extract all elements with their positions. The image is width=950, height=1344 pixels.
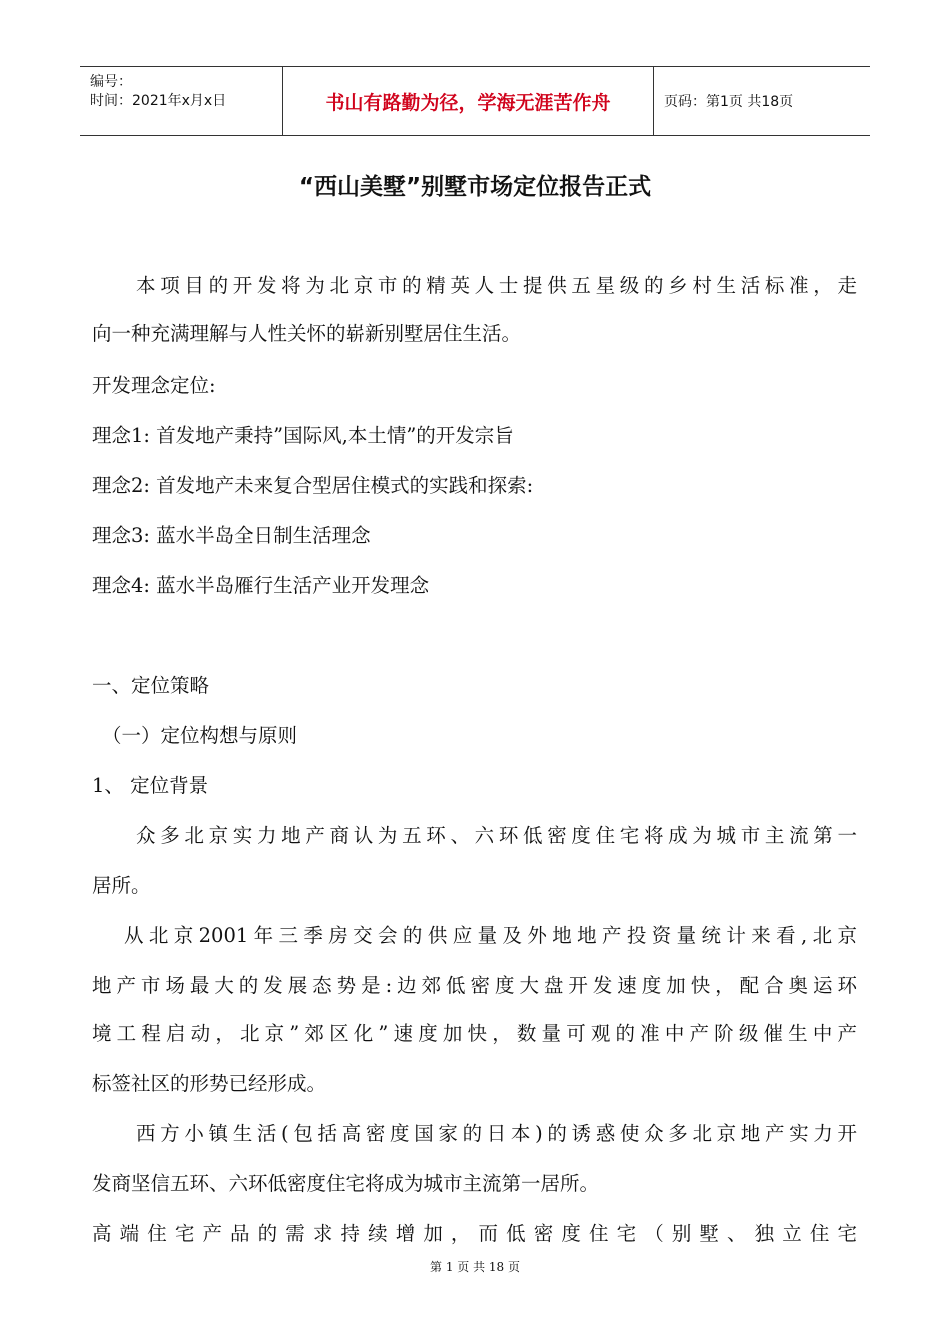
subsection-heading: （一）定位构想与原则 xyxy=(102,724,298,747)
paragraph-line: 标签社区的形势已经形成。 xyxy=(92,1072,327,1095)
paragraph-line: 地产市场最大的发展态势是:边郊低密度大盘开发速度加快，配合奥运环 xyxy=(92,974,857,997)
paragraph-line: 众多北京实力地产商认为五环、六环低密度住宅将成为城市主流第一 xyxy=(136,824,857,847)
concept-item: 理念4: 蓝水半岛雁行生活产业开发理念 xyxy=(92,574,430,597)
paragraph-line: 开发理念定位: xyxy=(92,374,216,397)
header-meta xyxy=(80,67,282,135)
paragraph-line: 发商坚信五环、六环低密度住宅将成为城市主流第一居所。 xyxy=(92,1172,600,1195)
page-footer: 第 1 页 共 18 页 xyxy=(430,1260,520,1274)
header-motto: 书山有路勤为径，学海无涯苦作舟 xyxy=(282,67,654,135)
paragraph-line: 境工程启动，北京”郊区化”速度加快，数量可观的准中产阶级催生中产 xyxy=(92,1022,857,1045)
concept-item: 理念2: 首发地产未来复合型居住模式的实践和探索: xyxy=(92,474,534,497)
paragraph-line: 从北京2001年三季房交会的供应量及外地地产投资量统计来看,北京 xyxy=(124,924,857,947)
page-header xyxy=(80,66,870,136)
document-number-label: 编号： xyxy=(90,74,132,90)
header-page-info: 页码：第1页 共18页 xyxy=(664,94,794,110)
document-title: “西山美墅”别墅市场定位报告正式 xyxy=(298,174,652,200)
paragraph-line: 高端住宅产品的需求持续增加，而低密度住宅（别墅、独立住宅 xyxy=(92,1222,857,1245)
paragraph-line: 西方小镇生活(包括高密度国家的日本)的诱惑使众多北京地产实力开 xyxy=(136,1122,857,1145)
subsection-heading: 1、 定位背景 xyxy=(92,774,209,797)
document-date-label: 时间：2021年x月x日 xyxy=(90,93,227,109)
section-heading: 一、定位策略 xyxy=(92,674,210,697)
paragraph-line: 向一种充满理解与人性关怀的崭新别墅居住生活。 xyxy=(92,322,522,345)
concept-item: 理念3: 蓝水半岛全日制生活理念 xyxy=(92,524,371,547)
paragraph-line: 居所。 xyxy=(92,874,151,897)
paragraph-line: 本项目的开发将为北京市的精英人士提供五星级的乡村生活标准，走 xyxy=(136,274,857,297)
concept-item: 理念1: 首发地产秉持”国际风,本土情”的开发宗旨 xyxy=(92,424,514,447)
